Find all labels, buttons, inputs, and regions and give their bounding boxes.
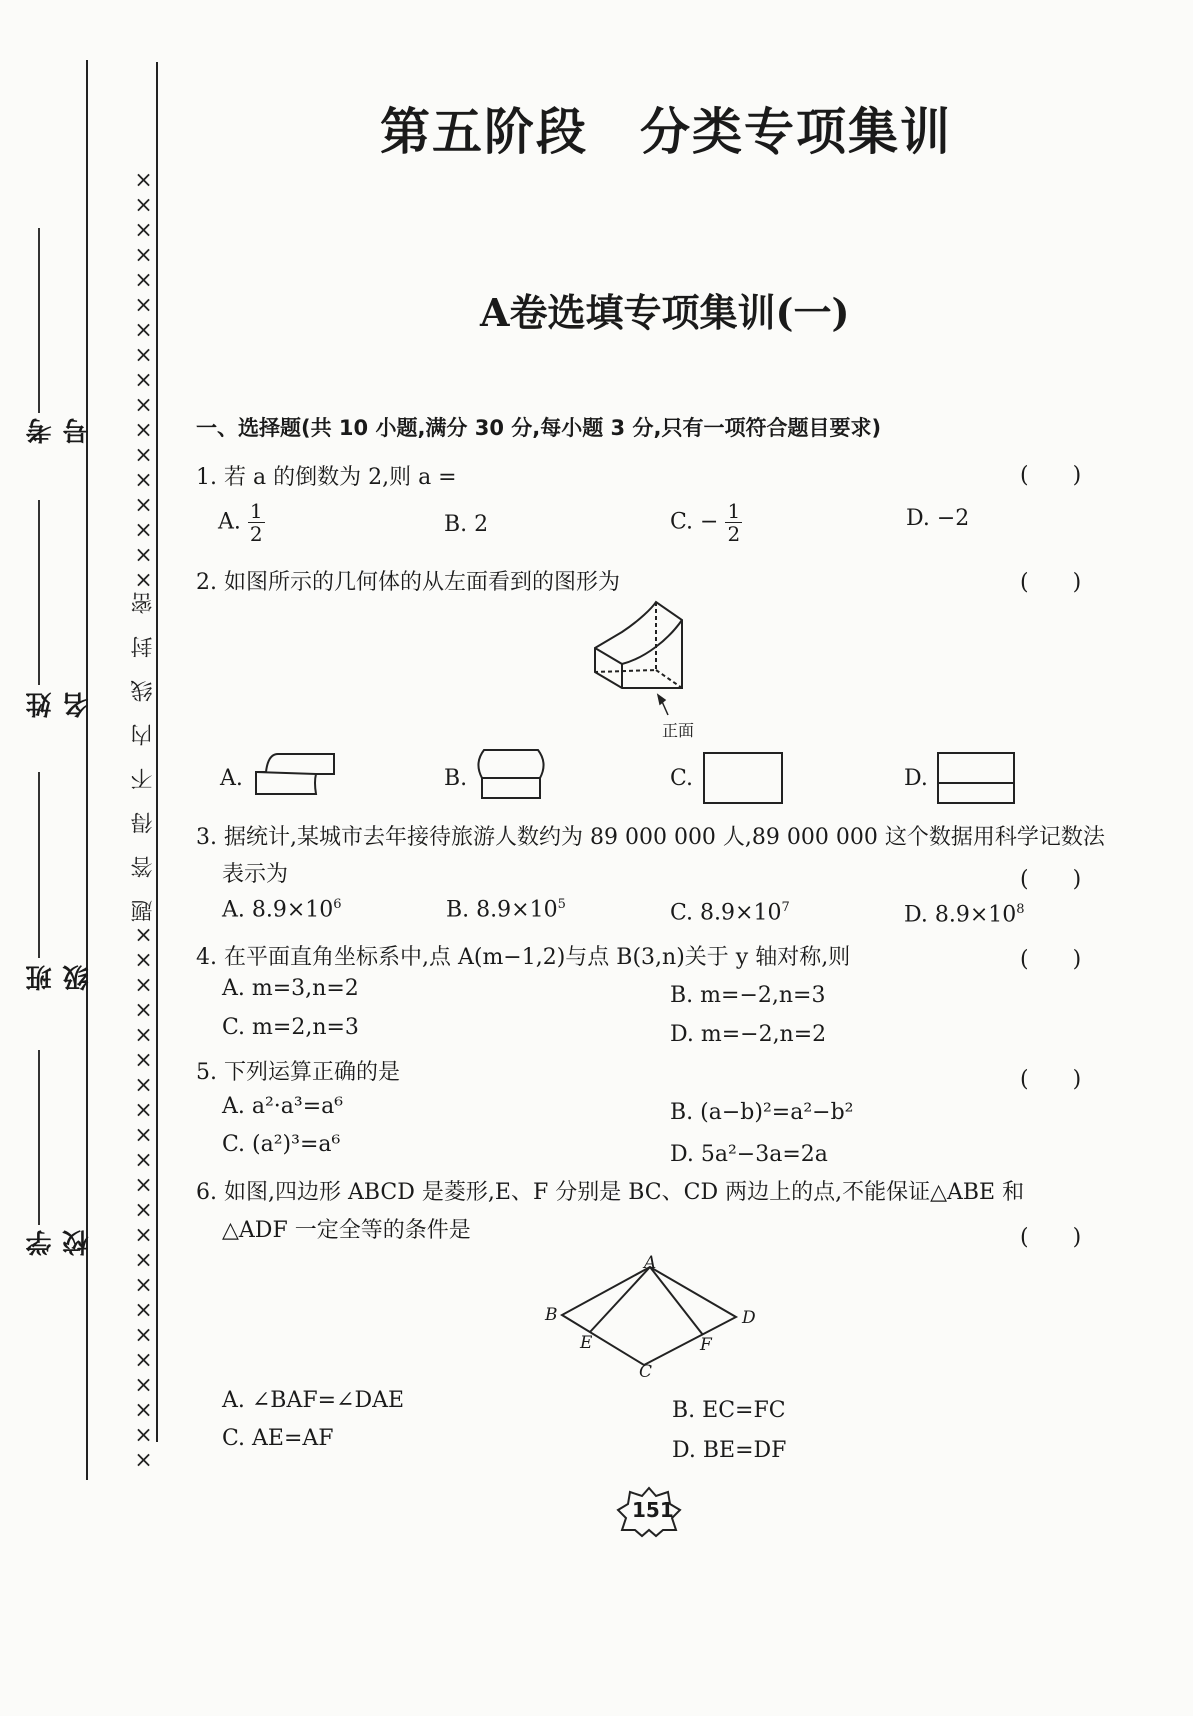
q1-answer-paren[interactable]: ( ) [1020,463,1082,488]
q6-label-a: A [644,1253,657,1273]
paper-title: A卷选填专项集训(一) [480,290,850,335]
q6-label-f: F [700,1335,712,1355]
q5-stem: 5. 下列运算正确的是 [196,1060,400,1085]
q2-answer-paren[interactable]: ( ) [1020,570,1082,595]
q4-stem: 4. 在平面直角坐标系中,点 A(m−1,2)与点 B(3,n)关于 y 轴对称,则 [196,945,851,970]
q5-answer-paren[interactable]: ( ) [1020,1067,1082,1092]
page-number: 151 [632,1498,674,1522]
q3-answer-paren[interactable]: ( ) [1020,867,1082,892]
school-blank[interactable] [38,1050,40,1225]
q6-option-d[interactable]: D. BE=DF [672,1438,787,1463]
q2-option-d-figure [936,751,1018,805]
q6-label-b: B [545,1305,558,1325]
q1-stem: 1. 若 a 的倒数为 2,则 a = [196,465,457,490]
q1-option-b[interactable]: B. 2 [444,512,489,537]
q4-answer-paren[interactable]: ( ) [1020,947,1082,972]
q6-label-c: C [639,1362,653,1382]
q3-stem: 3. 据统计,某城市去年接待旅游人数约为 89 000 000 人,89 000 000 这个数据用科学记数法 [196,825,1105,850]
q1-option-c[interactable]: C. − $\frac{1}{2}$ [670,499,741,546]
q6-label-e: E [580,1333,593,1353]
q6-option-b[interactable]: B. EC=FC [672,1398,786,1423]
q1-option-a[interactable]: A. $\frac{1}{2}$ [218,499,263,546]
section-heading: 一、选择题(共 10 小题,满分 30 分,每小题 3 分,只有一项符合题目要求) [196,416,882,440]
q2-option-a[interactable]: A. [220,766,243,791]
seal-line-text: ××××××××××××××××××××××题 答 得 不 内 线 封 密××××××××××××××××× [131,167,156,1473]
q4-option-d[interactable]: D. m=−2,n=2 [670,1022,827,1047]
q2-option-c-figure [702,751,784,805]
q6-option-c[interactable]: C. AE=AF [222,1426,334,1451]
q2-stem: 2. 如图所示的几何体的从左面看到的图形为 [196,570,620,595]
q6-stem: 6. 如图,四边形 ABCD 是菱形,E、F 分别是 BC、CD 两边上的点,不能保证△ABE 和 [196,1180,1025,1205]
name-blank[interactable] [38,500,40,685]
q6-option-a[interactable]: A. ∠BAF=∠DAE [222,1388,405,1413]
q2-option-c[interactable]: C. [670,766,694,791]
q2-option-a-figure [254,752,338,798]
q2-option-d[interactable]: D. [904,766,928,791]
q5-option-c[interactable]: C. (a²)³=a⁶ [222,1132,341,1157]
q4-option-c[interactable]: C. m=2,n=3 [222,1015,359,1040]
q4-option-a[interactable]: A. m=3,n=2 [222,976,359,1001]
q6-answer-paren[interactable]: ( ) [1020,1225,1082,1250]
q4-option-b[interactable]: B. m=−2,n=3 [670,983,826,1008]
q3-option-c[interactable]: C. $8.9\times 10^7$ [670,900,790,926]
stage-title: 第五阶段 分类专项集训 [380,103,952,161]
q6-label-d: D [742,1308,756,1328]
q6-rhombus-figure [540,1255,770,1385]
exam-number-blank[interactable] [38,228,40,413]
q5-option-a[interactable]: A. a²·a³=a⁶ [222,1094,344,1119]
q3-option-b[interactable]: B. $8.9\times 10^5$ [446,897,566,923]
class-blank[interactable] [38,772,40,958]
q6-stem-cont: △ADF 一定全等的条件是 [222,1218,471,1243]
margin-line-outer [86,60,88,1480]
q3-option-d[interactable]: D. $8.9\times 10^8$ [904,902,1025,928]
q5-option-d[interactable]: D. 5a²−3a=2a [670,1142,828,1167]
q2-option-b[interactable]: B. [444,766,468,791]
q3-option-a[interactable]: A. $8.9\times 10^6$ [222,897,342,923]
q1-option-d[interactable]: D. −2 [906,506,970,531]
q2-front-label: 正面 [662,721,695,740]
q3-stem-cont: 表示为 [222,862,289,887]
q2-option-b-figure [476,748,548,802]
q5-option-b[interactable]: B. (a−b)²=a²−b² [670,1100,854,1125]
